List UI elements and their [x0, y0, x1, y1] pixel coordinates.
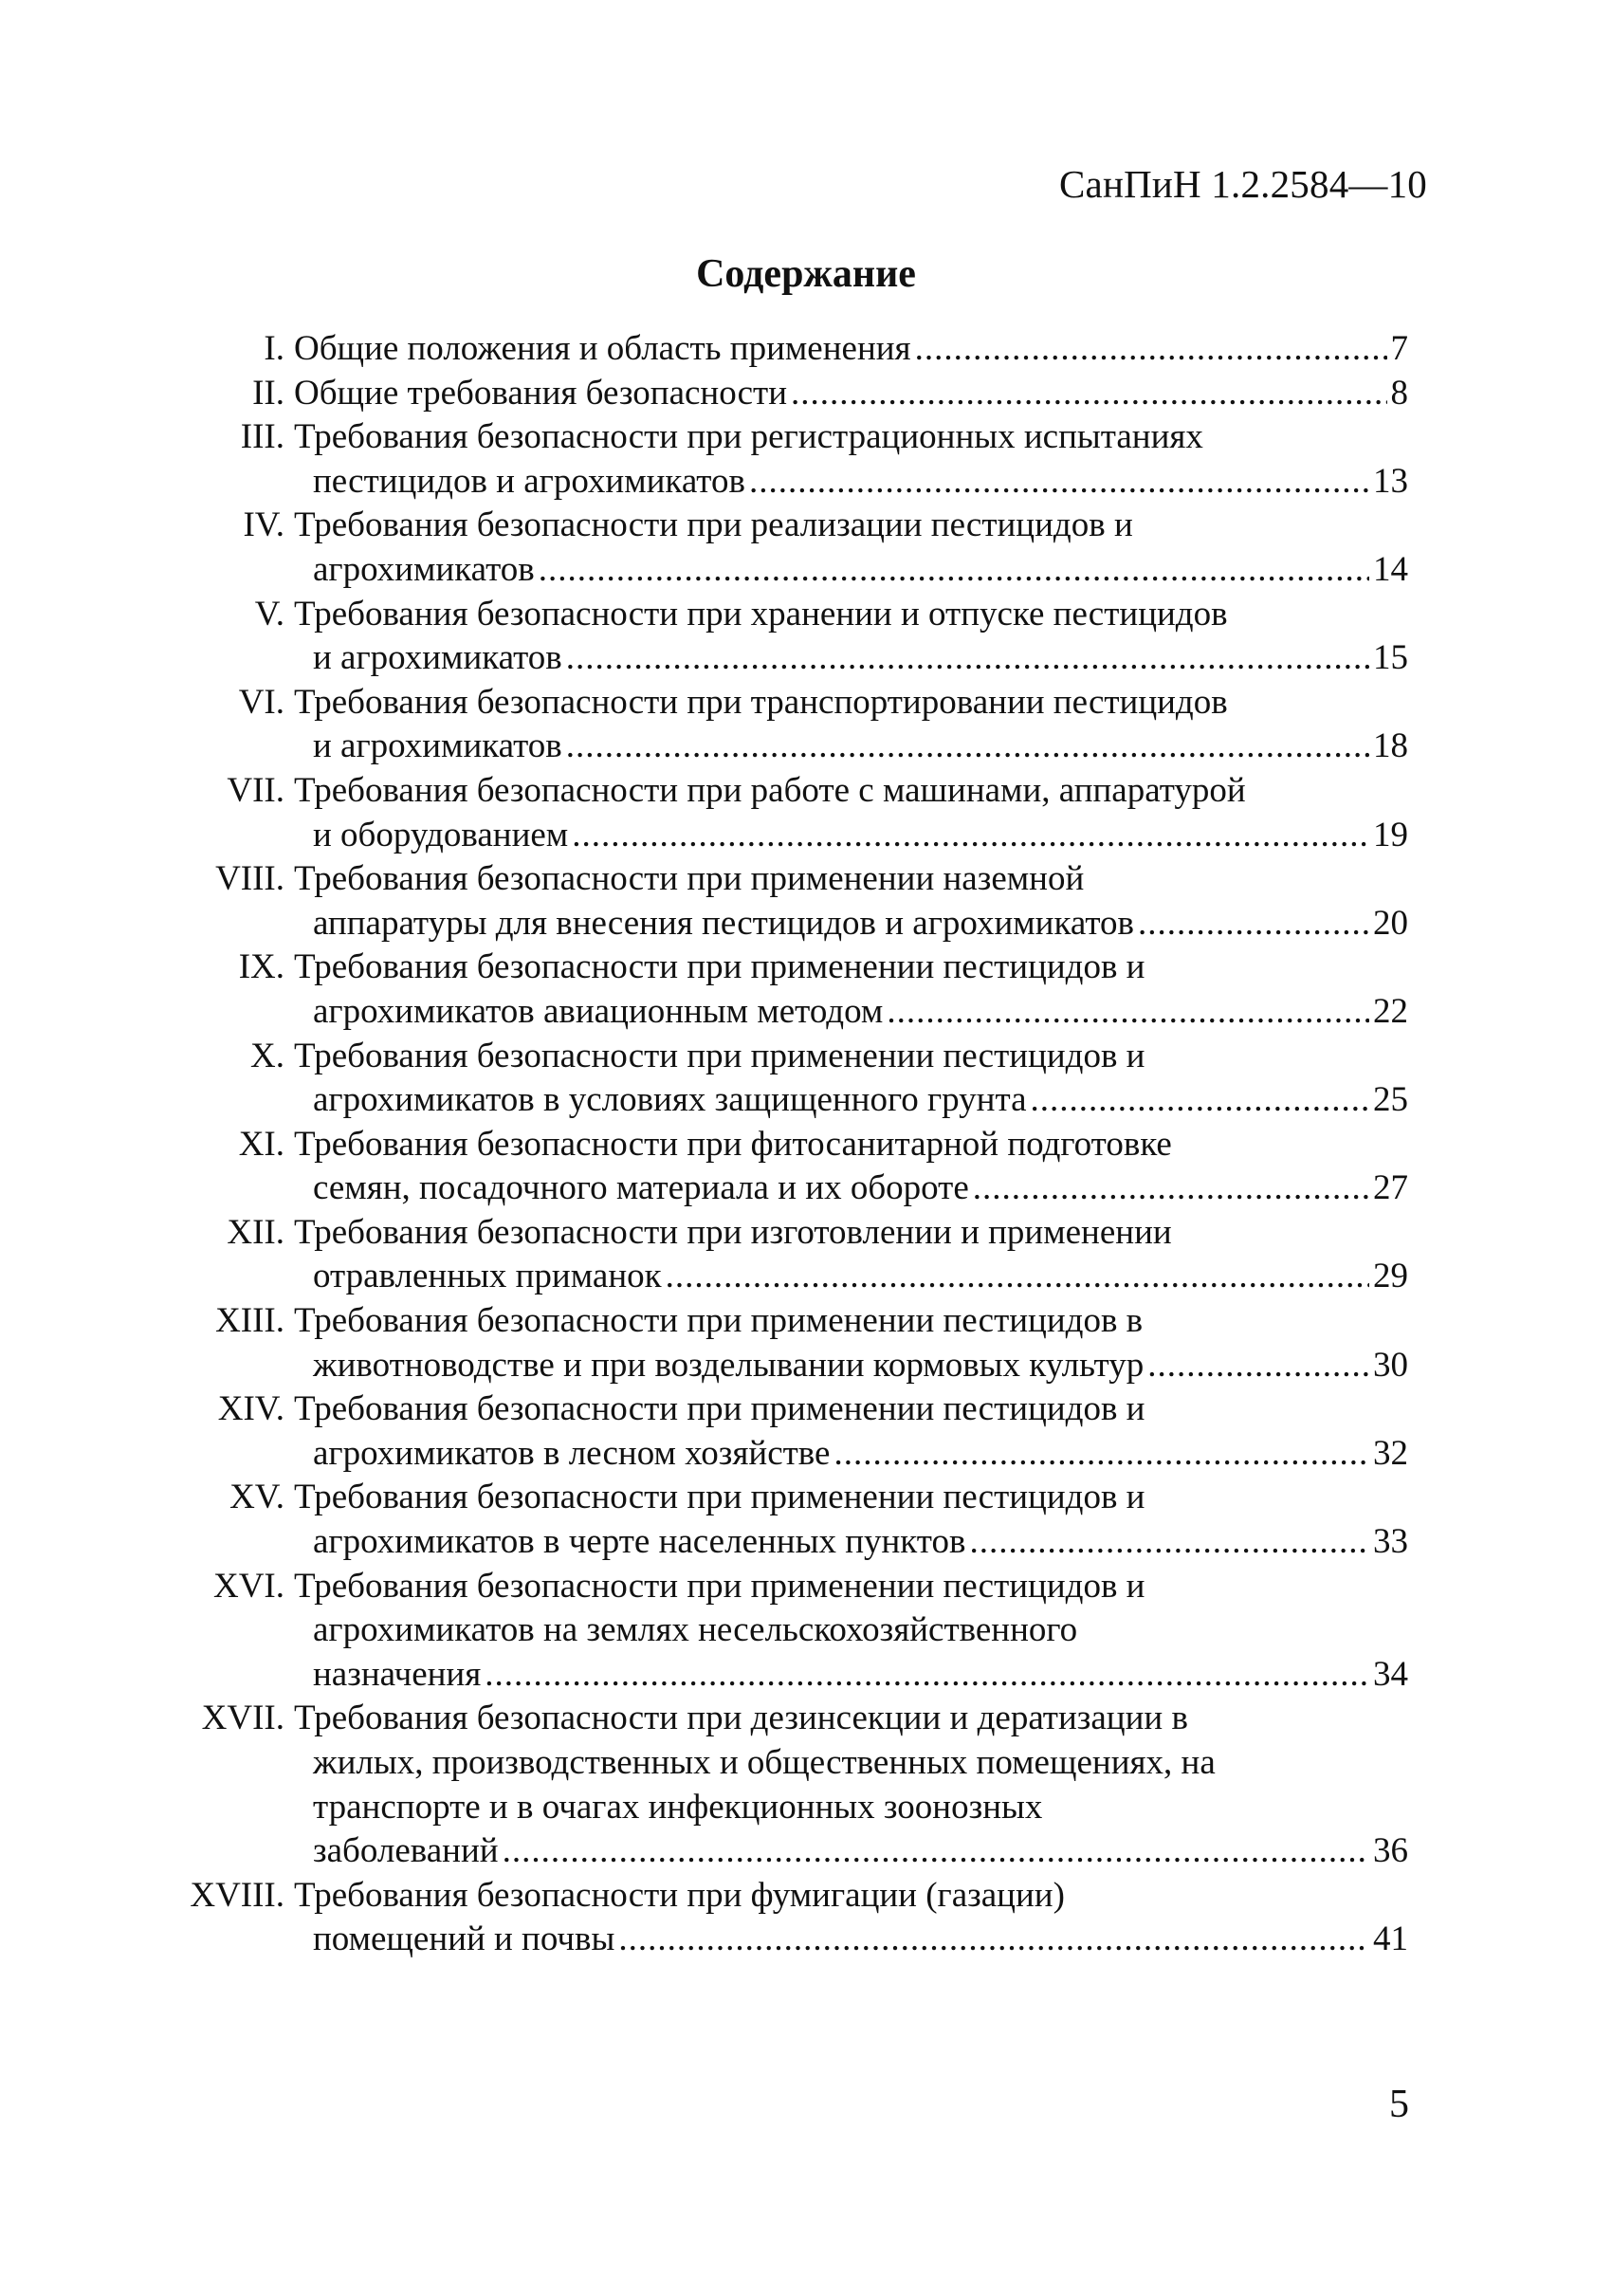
toc-entry-line	[161, 1608, 1408, 1653]
dot-leader	[791, 372, 1386, 416]
toc-entry	[161, 681, 1408, 769]
page-number: 5	[1389, 2083, 1409, 2126]
toc-entry	[161, 769, 1408, 857]
toc-entry	[161, 1299, 1408, 1387]
toc-entry-page: 20	[1373, 903, 1408, 943]
toc-entry-title: агрохимикатов авиационным методом	[313, 991, 884, 1031]
toc-entry	[161, 1476, 1408, 1564]
toc-entry-number: XII.	[227, 1212, 284, 1252]
toc-entry-title: и агрохимикатов	[313, 726, 562, 766]
toc-entry-line	[161, 769, 1408, 814]
toc-entry-page: 30	[1373, 1345, 1408, 1385]
toc-entry-title: Требования безопасности при транспортировании пестицидов	[294, 682, 1228, 722]
toc-entry	[161, 1387, 1408, 1476]
dot-leader	[833, 1432, 1369, 1477]
toc-entry	[161, 946, 1408, 1034]
toc-entry	[161, 504, 1408, 592]
toc-entry-line	[161, 902, 1408, 946]
toc-entry-title: агрохимикатов на землях несельскохозяйственного	[313, 1610, 1078, 1650]
toc-entry-line	[161, 1255, 1408, 1299]
toc-entry-title: агрохимикатов в черте населенных пунктов	[313, 1522, 966, 1562]
toc-entry	[161, 593, 1408, 681]
dot-leader	[749, 460, 1369, 505]
dot-leader	[503, 1829, 1369, 1874]
toc-entry-title: жилых, производственных и общественных помещениях, на	[313, 1743, 1216, 1782]
toc-entry-page: 32	[1373, 1433, 1408, 1473]
toc-entry-title: Общие положения и область применения	[294, 329, 911, 368]
toc-entry-title: помещений и почвы	[313, 1919, 615, 1959]
toc-entry-page: 34	[1373, 1654, 1408, 1694]
dot-leader	[915, 327, 1387, 372]
toc-entry-line	[161, 1344, 1408, 1388]
toc-entry-number: XIII.	[215, 1301, 284, 1341]
toc-entry-line	[161, 1078, 1408, 1123]
toc-entry-line	[161, 681, 1408, 726]
toc-entry	[161, 1565, 1408, 1698]
toc-entry	[161, 1874, 1408, 1962]
toc-entry-page: 29	[1373, 1257, 1408, 1296]
toc-entry-title: заболеваний	[313, 1831, 499, 1871]
toc-entry-title: и оборудованием	[313, 815, 569, 854]
toc-entry-title: агрохимикатов в условиях защищенного грунта	[313, 1080, 1027, 1120]
toc-entry-title: Требования безопасности при фумигации (газации)	[294, 1875, 1065, 1915]
dot-leader	[485, 1653, 1369, 1698]
dot-leader	[666, 1255, 1369, 1299]
toc-entry-line	[161, 372, 1408, 416]
toc-entry-line	[161, 990, 1408, 1035]
toc-entry-page: 22	[1373, 991, 1408, 1031]
toc-entry-title: Требования безопасности при фитосанитарной подготовке	[294, 1124, 1172, 1164]
toc-entry-line	[161, 1476, 1408, 1520]
toc-entry-line	[161, 814, 1408, 858]
toc-entry-line	[161, 504, 1408, 548]
dot-leader	[1147, 1344, 1369, 1388]
toc-entry-title: Требования безопасности при применении пестицидов и	[294, 947, 1145, 987]
toc-entry-line	[161, 1697, 1408, 1741]
toc-entry-number: XV.	[229, 1478, 284, 1517]
toc-entry-page: 15	[1373, 638, 1408, 678]
toc-entry-number: IV.	[243, 505, 284, 545]
toc-entry	[161, 857, 1408, 946]
toc-entry	[161, 1035, 1408, 1123]
dot-leader	[1138, 902, 1369, 946]
toc-entry-line	[161, 1166, 1408, 1211]
toc-entry-title: и агрохимикатов	[313, 638, 562, 678]
toc-entry-page: 8	[1390, 373, 1408, 413]
toc-entry-number: XVI.	[212, 1566, 284, 1606]
toc-entry-line	[161, 415, 1408, 460]
toc-entry-number: XVII.	[201, 1699, 284, 1738]
toc-entry-number: VIII.	[215, 859, 284, 899]
toc-entry-title: Требования безопасности при применении пестицидов и	[294, 1389, 1145, 1429]
toc-entry-number: X.	[250, 1036, 284, 1075]
toc-entry-title: назначения	[313, 1654, 482, 1694]
toc-entry-title: Требования безопасности при изготовлении и применении	[294, 1212, 1172, 1252]
toc-entry-line	[161, 1829, 1408, 1874]
table-of-contents	[161, 327, 1408, 1962]
toc-entry-number: VII.	[227, 770, 284, 810]
toc-entry-number: XI.	[238, 1124, 284, 1164]
toc-entry-number: V.	[254, 594, 284, 634]
toc-entry	[161, 327, 1408, 372]
toc-entry-number: XVIII.	[190, 1875, 284, 1915]
toc-entry-line	[161, 1520, 1408, 1565]
toc-entry-title: Требования безопасности при реализации пестицидов и	[294, 505, 1133, 545]
toc-entry-number: III.	[240, 417, 284, 457]
toc-entry-page: 19	[1373, 815, 1408, 854]
toc-entry-line	[161, 725, 1408, 769]
toc-entry-title: Требования безопасности при применении пестицидов в	[294, 1301, 1144, 1341]
toc-entry	[161, 1123, 1408, 1211]
toc-entry-title: Требования безопасности при применении пестицидов и	[294, 1566, 1145, 1606]
toc-entry-title: отравленных приманок	[313, 1257, 662, 1296]
toc-entry-line	[161, 1387, 1408, 1432]
toc-entry-line	[161, 460, 1408, 505]
toc-entry-page: 7	[1390, 329, 1408, 368]
toc-entry-page: 14	[1373, 549, 1408, 589]
toc-entry-title: Требования безопасности при регистрационных испытаниях	[294, 417, 1203, 457]
dot-leader	[969, 1520, 1369, 1565]
toc-entry-line	[161, 1035, 1408, 1079]
toc-entry-line	[161, 1741, 1408, 1786]
toc-entry-page: 27	[1373, 1168, 1408, 1208]
toc-entry-title: Требования безопасности при применении наземной	[294, 859, 1085, 899]
toc-entry-line	[161, 1786, 1408, 1830]
toc-entry-line	[161, 593, 1408, 637]
toc-entry	[161, 415, 1408, 504]
toc-entry-title: Требования безопасности при применении пестицидов и	[294, 1478, 1145, 1517]
toc-entry-number: VI.	[238, 682, 284, 722]
toc-entry-page: 41	[1373, 1919, 1408, 1959]
dot-leader	[572, 814, 1369, 858]
toc-entry	[161, 1697, 1408, 1873]
toc-entry-line	[161, 327, 1408, 372]
toc-entry-title: Требования безопасности при хранении и отпуске пестицидов	[294, 594, 1228, 634]
toc-entry	[161, 372, 1408, 416]
toc-entry-page: 18	[1373, 726, 1408, 766]
toc-entry-number: XIV.	[217, 1389, 284, 1429]
toc-entry-line	[161, 548, 1408, 593]
toc-entry-line	[161, 857, 1408, 902]
toc-entry-line	[161, 1565, 1408, 1609]
toc-entry-line	[161, 1918, 1408, 1962]
toc-entry-line	[161, 1123, 1408, 1167]
toc-entry-title: агрохимикатов в лесном хозяйстве	[313, 1433, 831, 1473]
toc-entry-number: II.	[252, 373, 284, 413]
toc-entry-page: 33	[1373, 1522, 1408, 1562]
toc-entry-title: аппаратуры для внесения пестицидов и агрохимикатов	[313, 903, 1135, 943]
toc-entry-number: I.	[264, 329, 284, 368]
toc-entry-page: 25	[1373, 1080, 1408, 1120]
dot-leader	[887, 990, 1369, 1035]
dot-leader	[566, 636, 1369, 681]
toc-entry-page: 13	[1373, 461, 1408, 501]
toc-entry-line	[161, 1299, 1408, 1344]
toc-entry-title: Требования безопасности при применении пестицидов и	[294, 1036, 1145, 1075]
toc-entry-line	[161, 1874, 1408, 1919]
toc-entry-line	[161, 1653, 1408, 1698]
toc-entry-page: 36	[1373, 1831, 1408, 1871]
toc-entry-title: агрохимикатов	[313, 549, 535, 589]
toc-entry-title: Требования безопасности при дезинсекции и дератизации в	[294, 1699, 1188, 1738]
dot-leader	[539, 548, 1369, 593]
toc-entry-title: Общие требования безопасности	[294, 373, 788, 413]
toc-entry-line	[161, 636, 1408, 681]
toc-entry-line	[161, 1211, 1408, 1256]
toc-entry-line	[161, 1432, 1408, 1477]
dot-leader	[566, 725, 1369, 769]
toc-entry-title: семян, посадочного материала и их обороте	[313, 1168, 969, 1208]
toc-entry-title: пестицидов и агрохимикатов	[313, 461, 745, 501]
toc-entry-title: транспорте и в очагах инфекционных зоонозных	[313, 1787, 1043, 1827]
toc-entry-line	[161, 946, 1408, 990]
toc-title: Содержание	[696, 252, 916, 296]
toc-entry	[161, 1211, 1408, 1299]
toc-entry-number: IX.	[238, 947, 284, 987]
toc-entry-title: животноводстве и при возделывании кормовых культур	[313, 1345, 1145, 1385]
toc-entry-title: Требования безопасности при работе с машинами, аппаратурой	[294, 770, 1246, 810]
dot-leader	[618, 1918, 1369, 1962]
dot-leader	[1031, 1078, 1369, 1123]
dot-leader	[973, 1166, 1369, 1211]
document-code: СанПиН 1.2.2584—10	[1059, 162, 1427, 206]
